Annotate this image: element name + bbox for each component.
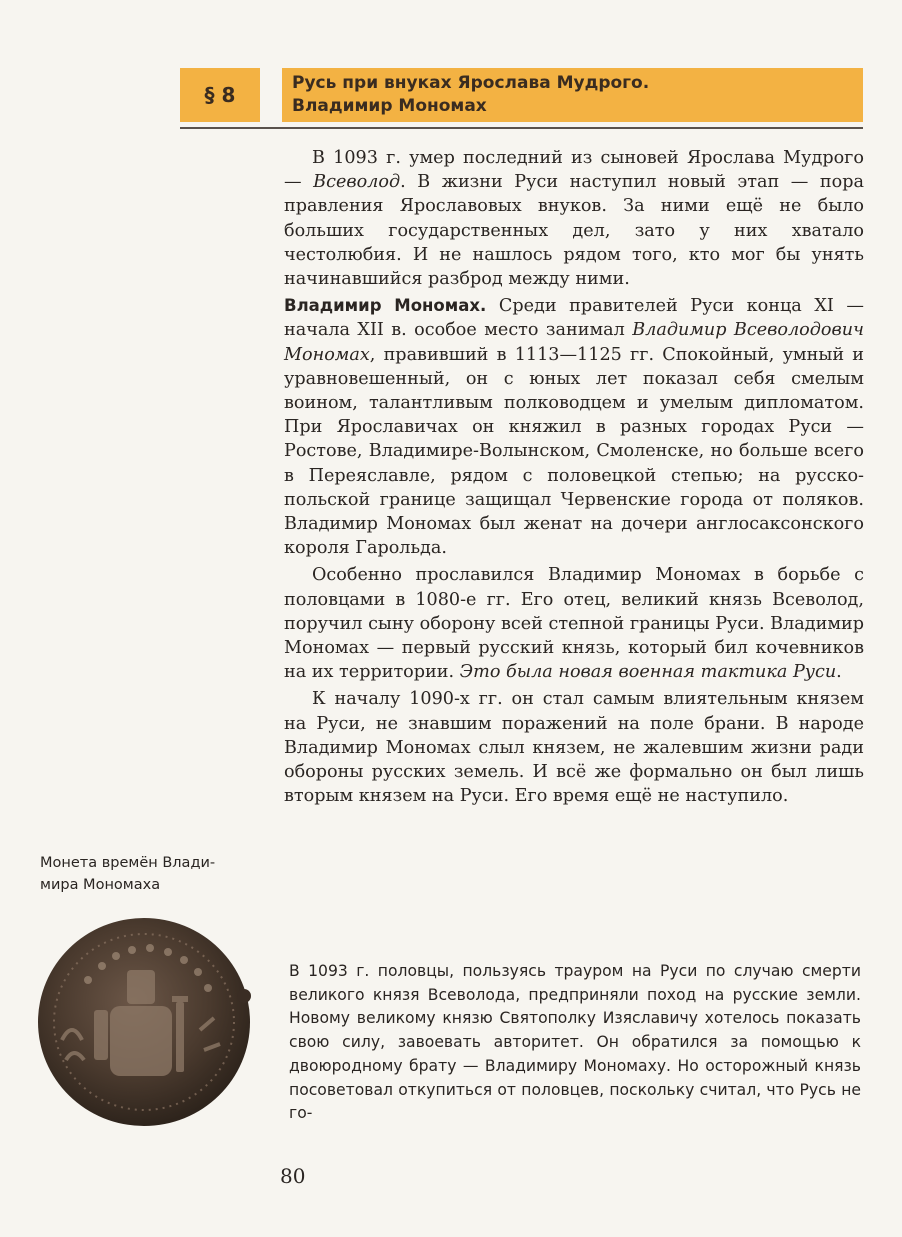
section-number: § 8 — [204, 83, 236, 107]
section-title — [282, 68, 863, 122]
emphasis-vsevolod: Всеволод — [313, 172, 401, 193]
sidebar-note — [289, 960, 861, 1126]
paragraph-2: Владимир Мономах. Среди правителей Руси конца XI — начала XII в. особое место занимал Владимир Всеволодович Мономах, правивший в 1113—1125 гг. Спокойный, умный и уравновешенный, он с юных лет показал себя смелым воином, талантливым полководцем и умелым дипломатом. При Ярославичах он княжил в разных городах Руси — Ростове, Владимире-Волынском, Смоленске, но больше всего в Переяславле, рядом с половецкой степью; на русско-польской границе защищал Червенские города от поляков. Владимир Мономах был женат на дочери англосаксонского короля Гарольда. — [284, 296, 864, 559]
emphasis-tactics: Это была новая военная тактика Руси — [459, 662, 837, 683]
emphasis-full-name: Владимир Всеволодович Мономах — [284, 320, 864, 365]
main-text — [284, 146, 864, 811]
section-title-line2: Владимир Мономах — [292, 96, 487, 116]
subheading-vladimir-monomakh: Владимир Мономах. — [284, 296, 487, 316]
section-header — [180, 66, 863, 124]
page-number: 80 — [280, 1164, 306, 1188]
coin-caption — [40, 852, 260, 896]
coin-image — [32, 910, 254, 1132]
paragraph-1: В 1093 г. умер последний из сыновей Ярослава Мудрого — Всеволод. В жизни Руси наступил новый этап — пора правления Ярославовых внуков. За ними ещё не было больших государственных дел, зато у них хватало честолюбия. И не нашлось рядом того, кто мог бы унять начинавшийся разброд между ними. — [284, 148, 865, 290]
section-title-line1: Русь при внуках Ярослава Мудрого. — [292, 73, 650, 93]
paragraph-3: Особенно прославился Владимир Мономах в борьбе с половцами в 1080-е гг. Его отец, великий князь Всеволод, поручил сыну оборону всей степной границы Руси. Владимир Мономах — первый русский князь, который бил кочевников на их территории. Это была новая военная тактика Руси. — [284, 565, 864, 683]
caption-line1: Монета времён Влади- — [40, 855, 216, 871]
sidebar-note-text: В 1093 г. половцы, пользуясь трауром на Руси по случаю смерти великого князя Всеволода, предприняли поход на русские земли. Новому великому князю Святополку Изяславичу хотелось показать свою силу, завоевать авторитет. Он обратился за помощью к двоюродному брату — Владимиру Мономаху. Но осторожный князь посоветовал откупиться от половцев, поскольку считал, что Русь не го- — [289, 962, 861, 1123]
paragraph-4: К началу 1090-х гг. он стал самым влиятельным князем на Руси, не знавшим поражений на поле брани. В народе Владимир Мономах слыл князем, не жалевшим жизни ради обороны русских земель. И всё же формально он был лишь вторым князем на Руси. Его время ещё не наступило. — [284, 689, 864, 807]
header-divider — [180, 127, 863, 129]
caption-line2: мира Мономаха — [40, 877, 161, 893]
section-number-badge — [180, 68, 260, 122]
